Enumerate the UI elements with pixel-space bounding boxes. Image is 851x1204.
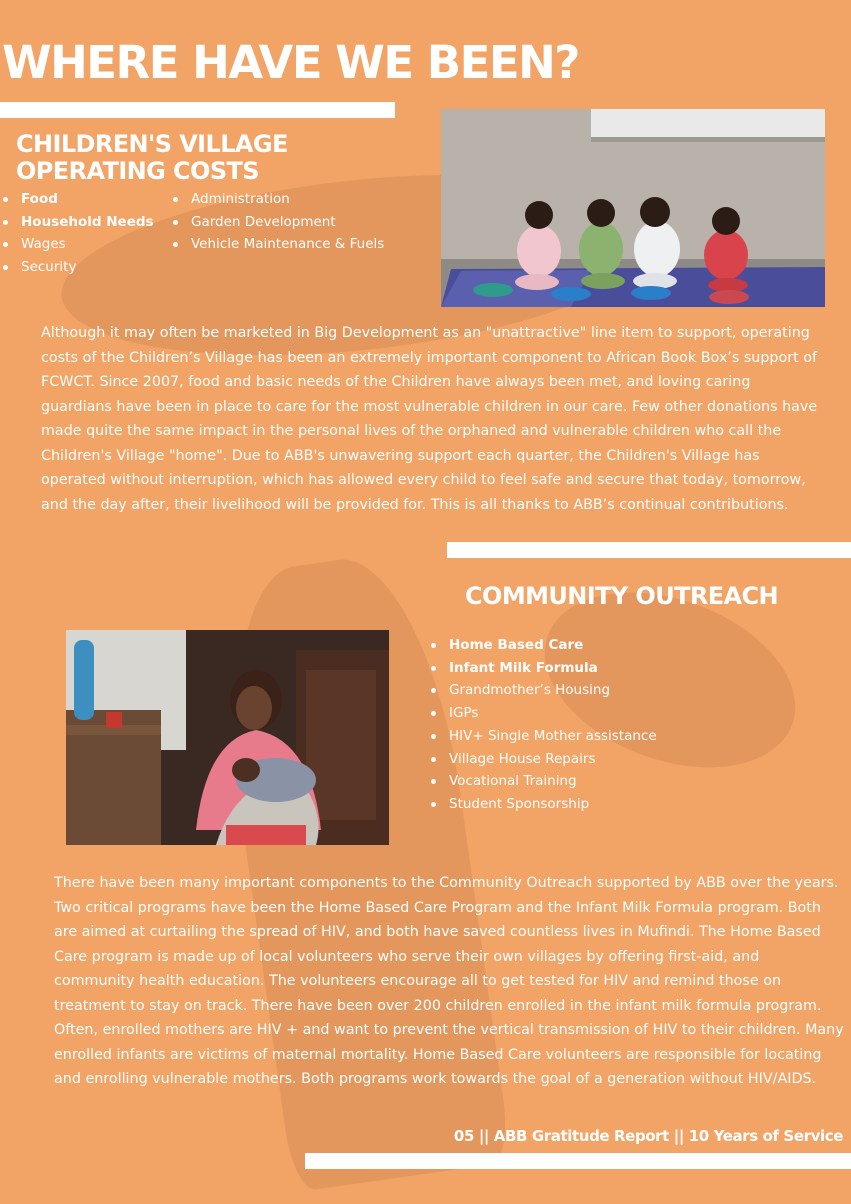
village-section-title: CHILDREN'S VILLAGE OPERATING COSTS [16, 130, 288, 185]
outreach-section-title: COMMUNITY OUTREACH [465, 582, 779, 610]
list-item: Food [2, 188, 154, 211]
village-cost-list-primary [2, 188, 154, 279]
children-eating-photo [441, 109, 825, 307]
list-item: Household Needs [2, 211, 154, 234]
list-item: Wages [2, 233, 154, 256]
list-item: Student Sponsorship [430, 793, 657, 816]
outreach-paragraph: There have been many important components to the Community Outreach supported by ABB over the years. Two critical programs have been the Home Based Care Program and the Infant Milk Formula program. Both are aimed at curtailing the spread of HIV, and both have saved countless lives in Mufindi. The Home Based Care program is made up of local volunteers who serve their own villages by offering first-aid, and community health education. The volunteers encourage all to get tested for HIV and remind those on treatment to stay on track. There have been over 200 children enrolled in the infant milk formula program. Often, enrolled mothers are HIV + and want to prevent the vertical transmission of HIV to their children. Many enrolled infants are victims of maternal mortality. Home Based Care volunteers are responsible for locating and enrolling vulnerable mothers. Both programs work towards the goal of a generation without HIV/AIDS. [54, 875, 844, 1087]
outreach-program-list [430, 634, 657, 816]
village-paragraph: Although it may often be marketed in Big Development as an "unattractive" line item to support, operating costs of the Children’s Village has been an extremely important component to African Book Box’s support of FCWCT. Since 2007, food and basic needs of the Children have always been met, and loving caring guardians have been in place to care for the most vulnerable children in our care. Few other donations have made quite the same impact in the personal lives of the orphaned and vulnerable children who call the Children's Village "home". Due to ABB's unwavering support each quarter, the Children's Village has operated without interruption, which has allowed every child to feel safe and secure that today, tomorrow, and the day after, their livelihood will be provided for. This is all thanks to ABB’s continual contributions. [41, 325, 818, 513]
divider-bar [447, 542, 851, 558]
list-item: Grandmother’s Housing [430, 679, 657, 702]
divider-bar [305, 1153, 851, 1169]
page-title: WHERE HAVE WE BEEN? [2, 36, 579, 89]
list-item: Vocational Training [430, 770, 657, 793]
list-item: Home Based Care [430, 634, 657, 657]
list-item: Village House Repairs [430, 748, 657, 771]
list-item: Garden Development [172, 211, 384, 234]
list-item: Infant Milk Formula [430, 657, 657, 680]
divider-bar [0, 102, 395, 118]
list-item: HIV+ Single Mother assistance [430, 725, 657, 748]
footer-text: 05 || ABB Gratitude Report || 10 Years of Service [453, 1127, 843, 1145]
list-item: Security [2, 256, 154, 279]
list-item: Administration [172, 188, 384, 211]
mother-feeding-infant-photo [66, 630, 389, 845]
village-cost-list-secondary [172, 188, 384, 256]
list-item: IGPs [430, 702, 657, 725]
list-item: Vehicle Maintenance & Fuels [172, 233, 384, 256]
